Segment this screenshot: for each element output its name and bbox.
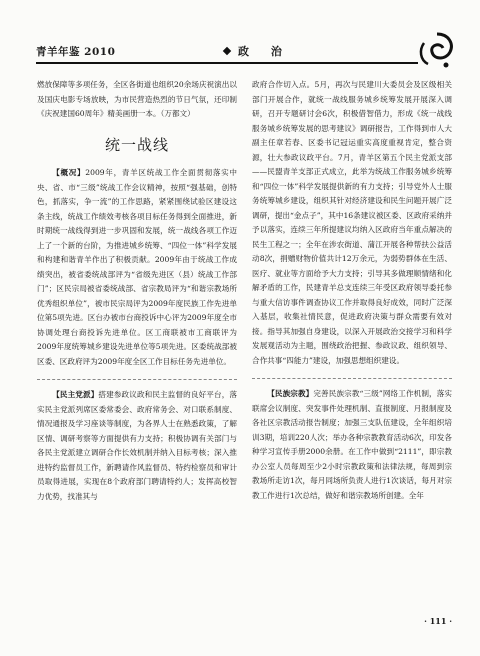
page-header — [36, 42, 450, 60]
section-title — [224, 43, 291, 59]
right-column — [252, 78, 452, 503]
section-label: 政 治 — [238, 45, 291, 58]
diamond-icon — [223, 47, 231, 55]
page-number: · 111 · — [424, 616, 452, 626]
religion-text: 完善民族宗教“三级”网络工作机制，落实联席会议制度、突发事件处理机制、直报制度、月报制度及各社区宗教活动报告制度；加强三支队伍建设，全年组织培训3期，培训220人次；举办各种宗教教育活动6次，印发各种学习宣传手册2000余册。在工作中做到“2111”，即宗教办公室人员每周至少2小时宗教政策和法律法规，每周到宗教场所走访1次，每月同场所负责人进行1次谈话，每月对宗教工作进行1次总结，做好和谐宗教场所创建。全年 — [252, 389, 453, 500]
democratic-paragraph — [37, 388, 237, 504]
left-column — [37, 78, 237, 504]
overview-text: 2009年，青羊区统战工作全面贯彻落实中央、省、市“三级”统战工作会议精神，按照“强基础，创特色，抓落实，争一流”的工作思路，紧紧围绕试验区建设这条主线，统战工作绩效考核各项目标任务得到全面推进，新时期统一战线得到进一步巩固和发展，统一战线各项工作迈上了一个新的台阶，为推进城乡统筹、“四位一体”科学发展和构建和谐青羊作出了积极贡献。2009年由于统战工作成绩突出，被省委统战部评为“省级先进区（县）统战工作部门”；区民宗局被省委统战部、省宗教局评为“和谐宗教场所优秀组织单位”，被市民宗局评为2009年度民族工作先进单位第5项先进。区台办被市台商投诉中心评为2009年度全市协调处理台商投诉先进单位。区工商联被市工商联评为2009年度统筹城乡建设先进单位等5项先进。区委统战部被区委、区政府评为2009年度全区工作目标任务先进单位。 — [37, 168, 238, 366]
section-divider — [252, 378, 452, 379]
democratic-tag: 【民主党派】 — [52, 390, 99, 399]
header-rule — [36, 62, 418, 64]
religion-paragraph — [252, 387, 452, 503]
religion-tag: 【民族宗教】 — [267, 389, 314, 398]
intro-paragraph: 燃放保障等多项任务，全区各街道也组织20余场庆祝演出以及国庆电影专场放映，为市民营造热烈的节日气氛，还印制《庆祝建国60周年》精美画册一本。（万都文） — [37, 80, 237, 118]
democratic-text: 搭建参政议政和民主监督的良好平台，落实民主党派列席区委常委会、政府常务会、对口联系制度、情况通报及学习座谈等制度，为各界人士在熟悉政策，了解区情、调研考察等方面提供有力支持；积极协调有关部门与各民主党派建立调研合作长效机制并纳入目标考核；深入推进特约监督员工作，新聘请作风监督员、特约检察员和审计员取得进展，实现在8个政府部门聘请特约人；发挥高校智力优势，找准其与 — [37, 390, 238, 501]
yearbook-title: 青羊年鉴 2010 — [36, 46, 116, 58]
continued-paragraph: 政府合作切入点。5月，再次与民建川大委员会及区级相关部门开展合作，就统一战线服务城乡统筹发展开展深入调研，召开专题研讨会6次，积极借智借力，形成《统一战线服务城乡统筹发展的思考建议》调研报告，工作得到市人大副主任章若春、区委书记冠运重实高度重视肯定，整合资源，壮大参政议政平台。7月，青羊区第五个民主党派支部——民盟青羊支部正式成立，此举为统战工作服务城乡统筹和“四位一体”科学发展提供新的有力支持；引导党外人士服务统筹城乡建设，组织其针对经济建设和民生问题开展广泛调研，提出“金点子”，其中16条建议被区委、区政府采纳并予以落实，连续三年所提建议均纳入区政府当年重点解决的民生工程之一；全年在涉农街道、蒲江开展各种帮扶公益活动8次，捐赠财物价值共计12万余元，为弱势群体在生活、医疗、就业等方面给予大力支持；引导其多做理顺情绪和化解矛盾的工作，民建青羊总支连续三年受区政府领导委托参与重大信访事件调查协议工作并取得良好成效，同时广泛深入基层，收集社情民意，促进政府决策与群众需要有效对接。指导其加强自身建设，以深入开展政治交接学习和科学发展观活动为主题，围绕政治把握、参政议政、组织领导、合作共事“四能力”建设，加强思想组织建设。 — [252, 80, 452, 365]
swirl-logo-icon — [416, 30, 458, 72]
article-heading: 统一战线 — [104, 135, 169, 154]
overview-tag: 【概况】 — [52, 168, 86, 177]
overview-paragraph — [37, 166, 237, 369]
section-divider — [37, 379, 237, 380]
